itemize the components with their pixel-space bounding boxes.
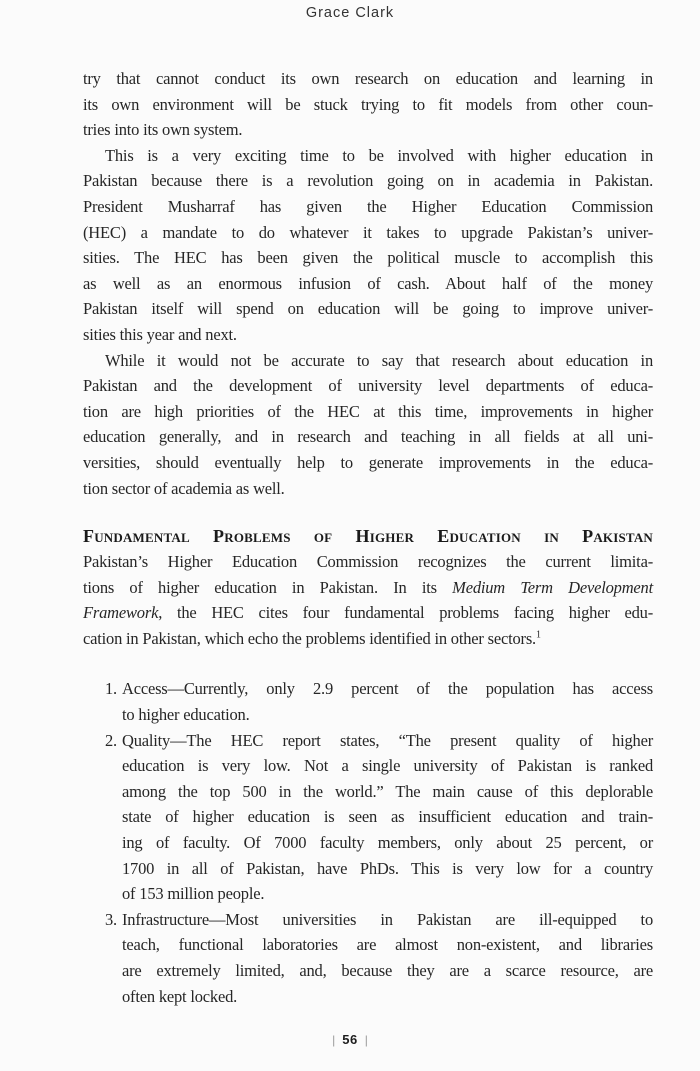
text-segment: tion are high priorities of the HEC at this time, improvements in higher bbox=[83, 401, 653, 421]
text-segment: sities. The HEC has been given the political muscle to accomplish this bbox=[83, 248, 653, 268]
list-item bbox=[83, 907, 653, 1009]
text-line bbox=[83, 476, 653, 502]
text-segment: Infrastructure—Most universities in Pakistan are ill-equipped to bbox=[122, 909, 653, 929]
text-segment: 1700 in all of Pakistan, have PhDs. This is very low for a country bbox=[122, 858, 653, 878]
text-segment: ing of faculty. Of 7000 faculty members, only about 25 percent, or bbox=[122, 833, 653, 853]
text-line bbox=[83, 245, 653, 271]
text-line bbox=[122, 932, 653, 958]
text-line bbox=[122, 984, 653, 1010]
footer-bar-left: | bbox=[332, 1032, 336, 1047]
text-line bbox=[83, 626, 653, 652]
text-segment: This is a very exciting time to be involved with higher education in bbox=[105, 145, 653, 165]
text-segment: versities, should eventually help to generate improvements in the educa- bbox=[83, 452, 653, 472]
text-line bbox=[122, 702, 653, 728]
text-segment: as well as an enormous infusion of cash. About half of the money bbox=[83, 273, 653, 293]
text-segment: try that cannot conduct its own research on education and learning in bbox=[83, 69, 653, 88]
paragraph bbox=[83, 348, 653, 502]
text-line bbox=[83, 194, 653, 220]
list-item-lines bbox=[122, 676, 653, 727]
text-line bbox=[83, 168, 653, 194]
running-header: Grace Clark bbox=[305, 5, 395, 21]
text-line bbox=[83, 600, 653, 626]
text-segment: to higher education. bbox=[122, 705, 250, 725]
text-line bbox=[122, 779, 653, 805]
list-item-number: 2. bbox=[105, 730, 117, 750]
text-line bbox=[83, 117, 653, 143]
list-item-number: 3. bbox=[105, 909, 117, 929]
text-line bbox=[122, 881, 653, 907]
list-item-lines bbox=[122, 907, 653, 1009]
text-segment: (HEC) a mandate to do whatever it takes to upgrade Pakistan’s univer- bbox=[83, 222, 653, 242]
text-segment: , the HEC cites four fundamental problems facing higher edu- bbox=[158, 603, 653, 623]
text-line bbox=[83, 220, 653, 246]
list-item-lines bbox=[122, 728, 653, 907]
text-line bbox=[83, 66, 653, 92]
text-line bbox=[122, 676, 653, 702]
list-item bbox=[83, 676, 653, 727]
text-line bbox=[122, 856, 653, 882]
text-line bbox=[122, 753, 653, 779]
text-segment: tion sector of academia as well. bbox=[83, 478, 285, 498]
text-line bbox=[83, 549, 653, 575]
text-line bbox=[83, 92, 653, 118]
italic-text: Framework bbox=[83, 603, 159, 623]
text-line bbox=[83, 143, 653, 169]
text-segment: Access—Currently, only 2.9 percent of the population has access bbox=[122, 679, 653, 699]
text-segment: often kept locked. bbox=[122, 986, 238, 1006]
text-line bbox=[83, 322, 653, 348]
text-segment: Quality—The HEC report states, “The present quality of higher bbox=[122, 730, 653, 750]
text-line bbox=[83, 424, 653, 450]
text-segment: teach, functional laboratories are almost non-existent, and libraries bbox=[122, 935, 653, 955]
text-block bbox=[83, 66, 653, 1009]
list-item bbox=[83, 728, 653, 907]
text-line bbox=[122, 728, 653, 754]
text-segment: Pakistan because there is a revolution going on in academia in Pakistan. bbox=[83, 171, 653, 191]
list-item-number: 1. bbox=[105, 679, 117, 699]
text-segment: President Musharraf has given the Higher Education Commission bbox=[83, 196, 653, 216]
text-segment: of 153 million people. bbox=[122, 884, 265, 904]
text-line bbox=[122, 958, 653, 984]
page-footer bbox=[0, 1032, 700, 1047]
text-line bbox=[83, 399, 653, 425]
paragraph bbox=[83, 143, 653, 348]
text-line bbox=[83, 271, 653, 297]
text-segment: While it would not be accurate to say that research about education in bbox=[105, 350, 653, 370]
page-number: 56 bbox=[342, 1032, 358, 1047]
text-line bbox=[83, 296, 653, 322]
text-segment: tions of higher education in Pakistan. In its bbox=[83, 577, 453, 597]
text-line bbox=[122, 907, 653, 933]
text-segment: state of higher education is seen as insufficient education and train- bbox=[122, 807, 653, 827]
footnote-reference: 1 bbox=[535, 629, 541, 641]
text-line bbox=[122, 804, 653, 830]
text-line bbox=[122, 830, 653, 856]
paragraph bbox=[83, 549, 653, 651]
text-segment: Pakistan and the development of university level departments of educa- bbox=[83, 376, 653, 396]
text-line bbox=[83, 575, 653, 601]
italic-text: Medium Term Development bbox=[452, 577, 653, 597]
text-line bbox=[83, 373, 653, 399]
paragraph bbox=[83, 66, 653, 143]
text-segment: are extremely limited, and, because they are a scarce resource, are bbox=[122, 961, 653, 980]
text-segment: sities this year and next. bbox=[83, 324, 237, 344]
footer-bar-right: | bbox=[364, 1032, 368, 1047]
section-heading: Fundamental Problems of Higher Education in Pakistan bbox=[83, 526, 653, 547]
text-segment: education is very low. Not a single university of Pakistan is ranked bbox=[122, 756, 653, 776]
text-segment: cation in Pakistan, which echo the problems identified in other sectors. bbox=[83, 628, 536, 648]
text-segment: Pakistan itself will spend on education will be going to improve univer- bbox=[83, 299, 653, 319]
text-segment: Pakistan’s Higher Education Commission recognizes the current limita- bbox=[83, 552, 653, 572]
numbered-list bbox=[83, 676, 653, 1009]
text-segment: tries into its own system. bbox=[83, 120, 243, 140]
text-segment: its own environment will be stuck trying to fit models from other coun- bbox=[83, 94, 653, 114]
text-line bbox=[83, 450, 653, 476]
text-line bbox=[83, 348, 653, 374]
text-segment: education generally, and in research and teaching in all fields at all uni- bbox=[83, 427, 653, 447]
text-segment: among the top 500 in the world.” The main cause of this deplorable bbox=[122, 781, 653, 801]
